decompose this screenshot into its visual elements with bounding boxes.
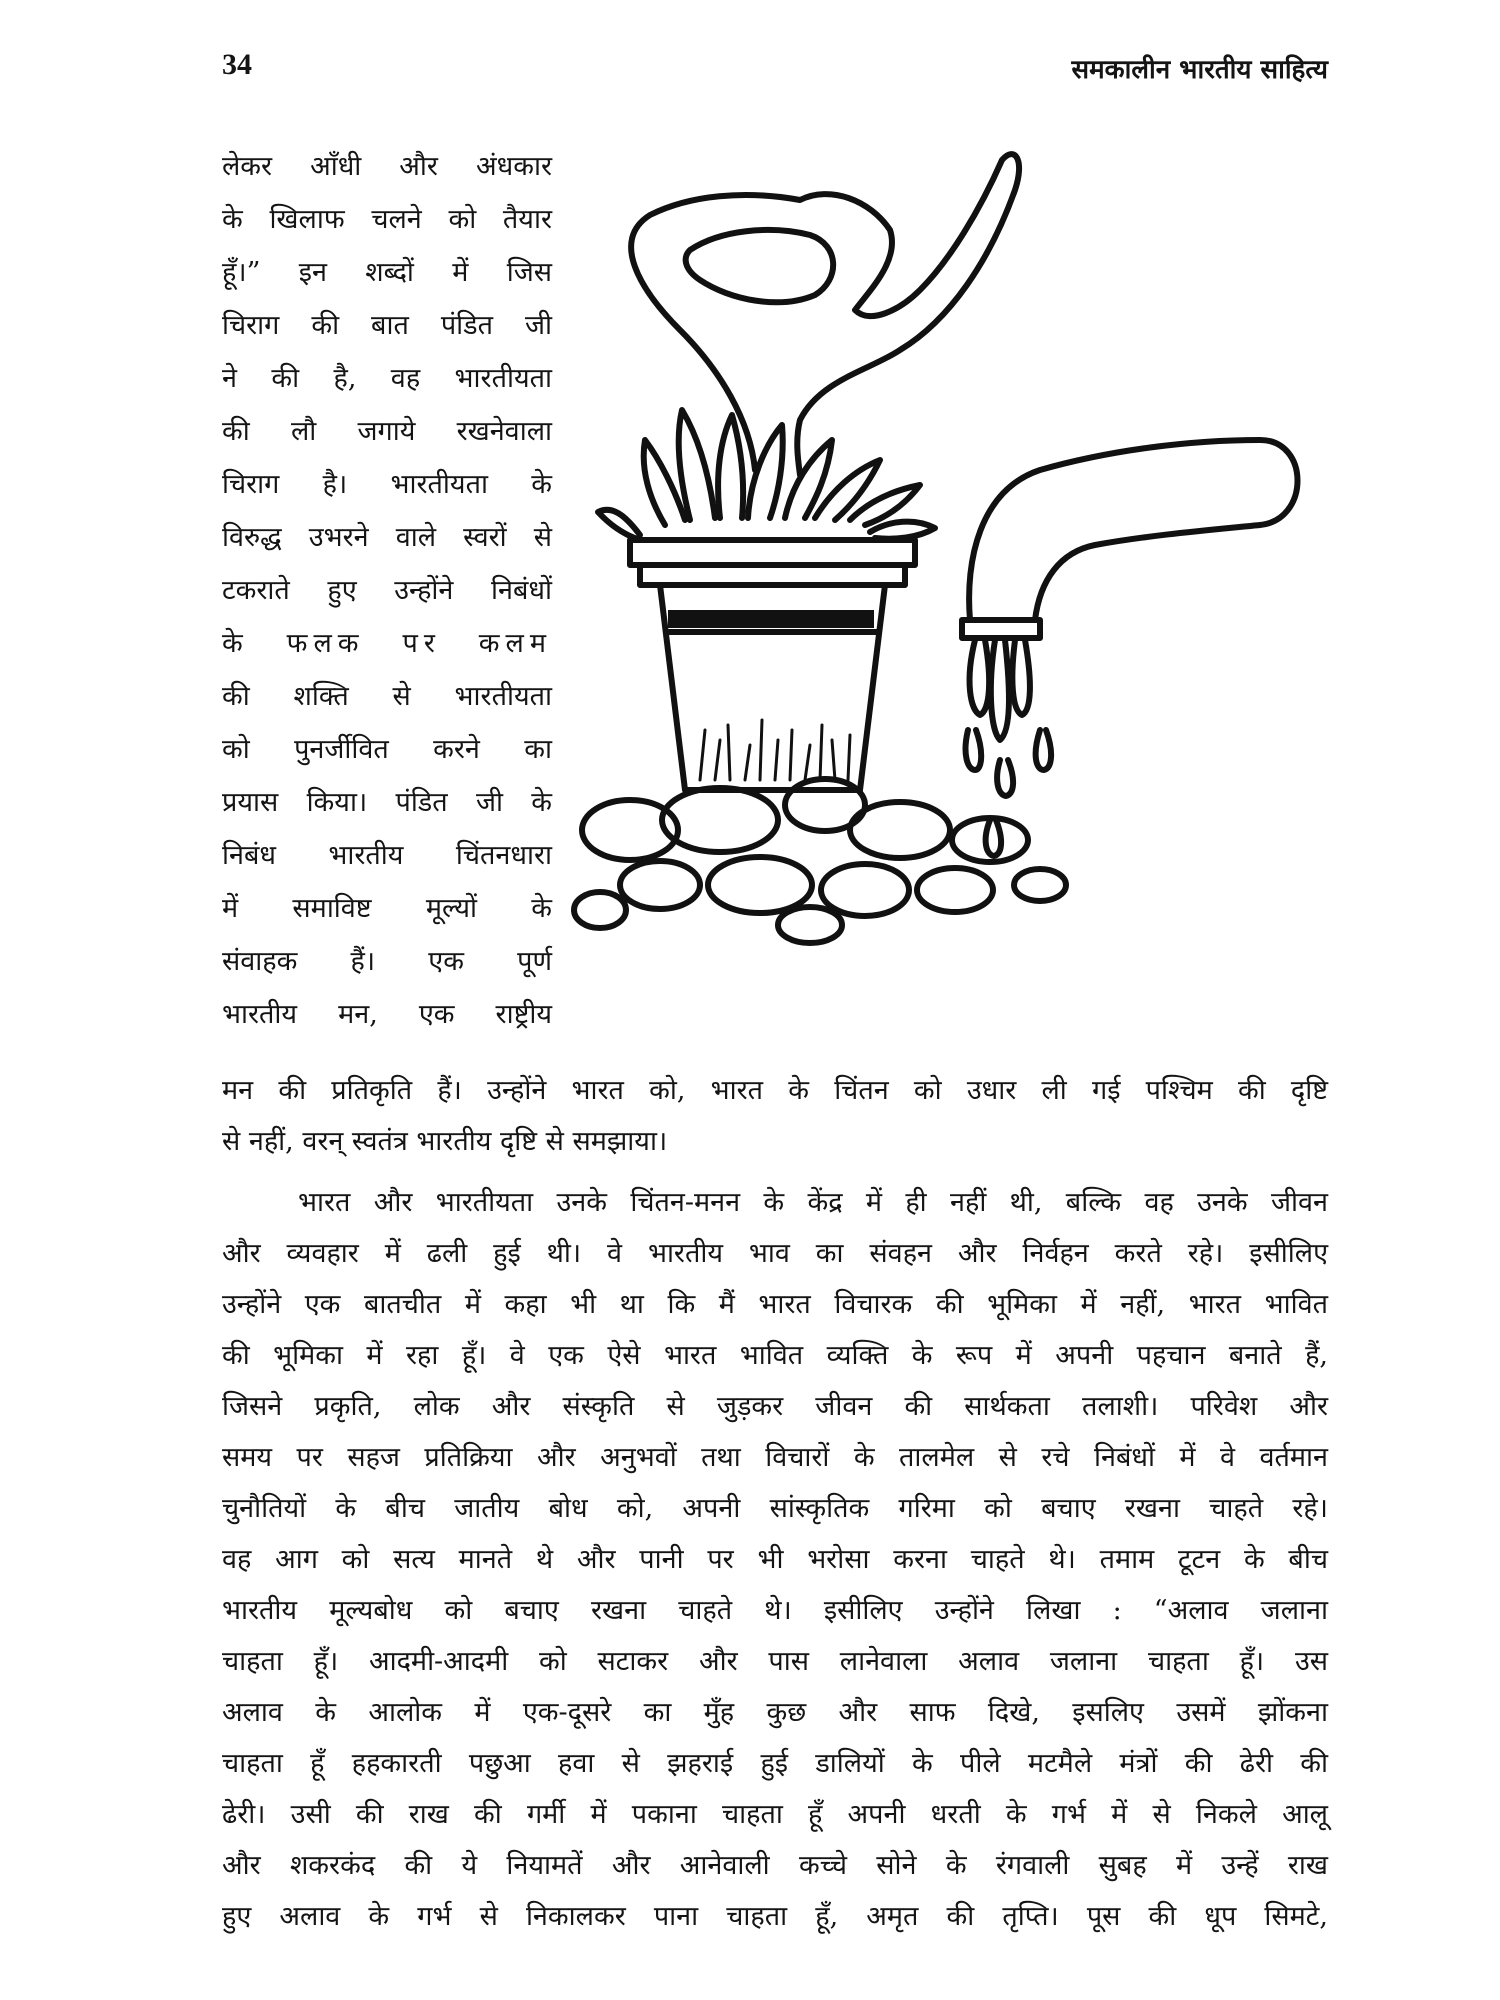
- text-line: समय पर सहज प्रतिक्रिया और अनुभवों तथा विचारों के तालमेल से रचे निबंधों में वे वर्तमान: [222, 1442, 1328, 1473]
- text-line: चिराग की बात पंडित जी: [222, 310, 552, 341]
- text-line: के खिलाफ चलने को तैयार: [222, 204, 552, 235]
- text-line: अलाव के आलोक में एक-दूसरे का मुँह कुछ और साफ दिखे, इसलिए उसमें झोंकना: [222, 1697, 1328, 1728]
- text-line: को पुनर्जीवित करने का: [222, 734, 552, 765]
- text-line: भारतीय मन, एक राष्ट्रीय: [222, 999, 552, 1030]
- text-line: से नहीं, वरन् स्वतंत्र भारतीय दृष्टि से समझाया।: [222, 1126, 668, 1157]
- text-line: वह आग को सत्य मानते थे और पानी पर भी भरोसा करना चाहते थे। तमाम टूटन के बीच: [222, 1544, 1328, 1575]
- text-line: हुए अलाव के गर्भ से निकालकर पाना चाहता हूँ, अमृत की तृप्ति। पूस की धूप सिमटे,: [222, 1901, 1328, 1932]
- text-line: लेकर आँधी और अंधकार: [222, 151, 552, 182]
- text-line: ने की है, वह भारतीयता: [222, 363, 552, 394]
- text-line: चाहता हूँ हहकारती पछुआ हवा से झहराई हुई डालियों के पीले मटमैले मंत्रों की ढेरी की: [222, 1748, 1328, 1779]
- wrapped-text-column: [222, 140, 552, 1041]
- body-text: [222, 1065, 1328, 1942]
- text-line: और व्यवहार में ढली हुई थी। वे भारतीय भाव का संवहन और निर्वहन करते रहे। इसीलिए: [222, 1238, 1328, 1269]
- text-line: की शक्ति से भारतीयता: [222, 681, 552, 712]
- potted-plant-icon: [570, 140, 1350, 970]
- text-line: मन की प्रतिकृति हैं। उन्होंने भारत को, भारत के चिंतन को उधार ली गई पश्चिम की दृष्टि: [222, 1075, 1328, 1106]
- text-line: ढेरी। उसी की राख की गर्मी में पकाना चाहता हूँ अपनी धरती के गर्भ में से निकले आलू: [222, 1799, 1328, 1830]
- text-line: और शकरकंद की ये नियामतें और आनेवाली कच्चे सोने के रंगवाली सुबह में उन्हें राख: [222, 1850, 1328, 1881]
- text-line: जिसने प्रकृति, लोक और संस्कृति से जुड़कर जीवन की सार्थकता तलाशी। परिवेश और: [222, 1391, 1328, 1422]
- page-number: 34: [222, 48, 252, 81]
- text-line: की भूमिका में रहा हूँ। वे एक ऐसे भारत भावित व्यक्ति के रूप में अपनी पहचान बनाते हैं,: [222, 1340, 1328, 1371]
- text-line: टकराते हुए उन्होंने निबंधों: [222, 575, 552, 606]
- text-line: उन्होंने एक बातचीत में कहा भी था कि मैं भारत विचारक की भूमिका में नहीं, भारत भावित: [222, 1289, 1328, 1320]
- text-line: चुनौतियों के बीच जातीय बोध को, अपनी सांस्कृतिक गरिमा को बचाए रखना चाहते रहे।: [222, 1493, 1328, 1524]
- text-line: के फलक पर कलम: [222, 628, 552, 659]
- text-line: भारत और भारतीयता उनके चिंतन-मनन के केंद्र में ही नहीं थी, बल्कि वह उनके जीवन: [298, 1187, 1328, 1218]
- text-line: संवाहक हैं। एक पूर्ण: [222, 946, 552, 977]
- text-line: की लौ जगाये रखनेवाला: [222, 416, 552, 447]
- potted-plant-illustration: [570, 140, 1350, 970]
- text-line: चाहता हूँ। आदमी-आदमी को सटाकर और पास लानेवाला अलाव जलाना चाहता हूँ। उस: [222, 1646, 1328, 1677]
- running-title: समकालीन भारतीय साहित्य: [1071, 55, 1328, 85]
- text-line: हूँ।” इन शब्दों में जिस: [222, 257, 552, 288]
- text-line: चिराग है। भारतीयता के: [222, 469, 552, 500]
- text-line: प्रयास किया। पंडित जी के: [222, 787, 552, 818]
- text-line: भारतीय मूल्यबोध को बचाए रखना चाहते थे। इसीलिए उन्होंने लिखा : “अलाव जलाना: [222, 1595, 1328, 1626]
- text-line: निबंध भारतीय चिंतनधारा: [222, 840, 552, 871]
- text-line: में समाविष्ट मूल्यों के: [222, 893, 552, 924]
- text-line: विरुद्ध उभरने वाले स्वरों से: [222, 522, 552, 553]
